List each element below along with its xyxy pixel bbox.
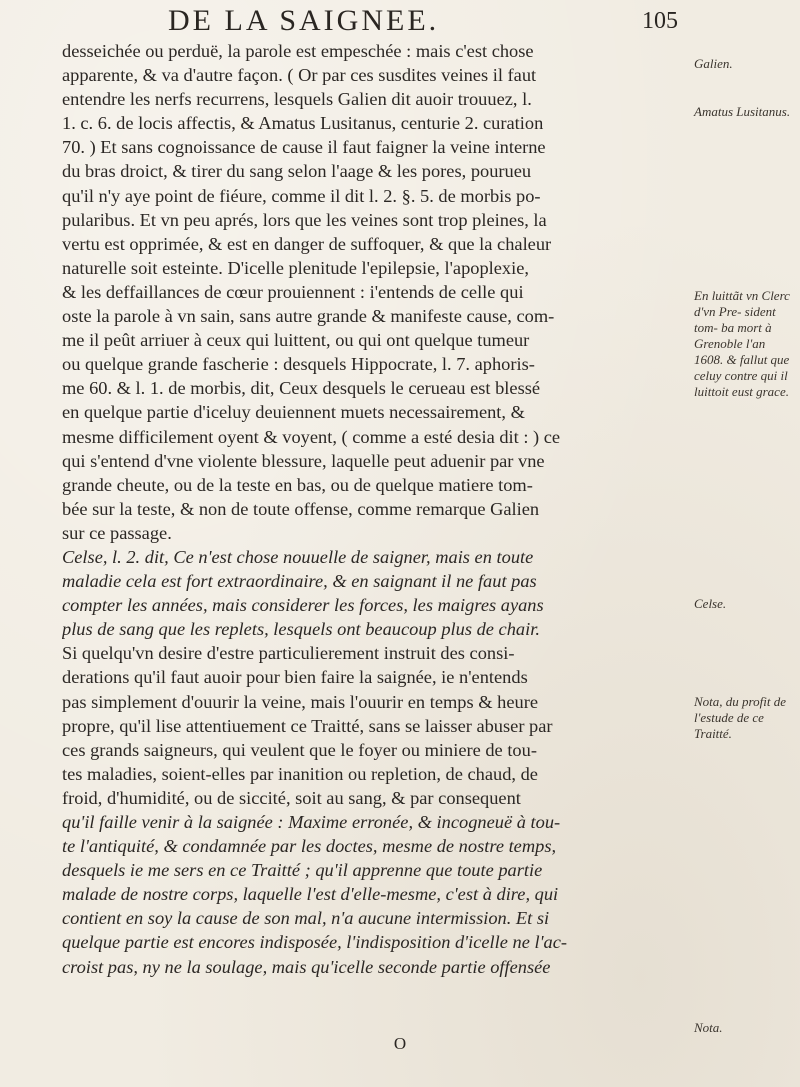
text-line: qu'il n'y aye point de fiéure, comme il dit l. 2. §. 5. de morbis po- xyxy=(62,185,541,206)
text-line: contient en soy la cause de son mal, n'a aucune intermission. Et si xyxy=(62,908,550,929)
margin-note-grenoble: En luittãt vn Clerc d'vn Pre- sident tom- ba mort à Grenoble l'an 1608. & fallut que celuy contre qui il luittoit eust grace. xyxy=(694,288,790,399)
text-line: sur ce passage. xyxy=(62,522,172,543)
text-line: Si quelqu'vn desire d'estre particulierement instruit des consi- xyxy=(62,643,515,664)
text-line: naturelle soit esteinte. D'icelle plenitude l'epilepsie, l'apoplexie, xyxy=(62,257,529,278)
text-line: pularibus. Et vn peu aprés, lors que les veines sont trop pleines, la xyxy=(62,209,547,230)
text-line: vertu est opprimée, & est en danger de suffoquer, & que la chaleur xyxy=(62,233,552,254)
text-line: me 60. & l. 1. de morbis, dit, Ceux desquels le cerueau est blessé xyxy=(62,378,541,399)
text-line: Celse, l. 2. dit, Ce n'est chose nouuelle de saigner, mais en toute xyxy=(62,546,534,567)
text-line: plus de sang que les replets, lesquels ont beaucoup plus de chair. xyxy=(62,619,540,640)
text-line: tes maladies, soient-elles par inanition ou repletion, de chaud, de xyxy=(62,763,538,784)
margin-note-celse: Celse. xyxy=(694,596,727,611)
text-line: ces grands saigneurs, qui veulent que le foyer ou miniere de tou- xyxy=(62,739,537,760)
body-text xyxy=(62,39,690,979)
text-line: en quelque partie d'iceluy deuiennent muets necessairement, & xyxy=(62,402,525,423)
margin-note-nota: Nota. xyxy=(694,1020,723,1035)
signature-mark: O xyxy=(393,1034,407,1053)
page-header xyxy=(138,4,678,40)
text-line: apparente, & va d'autre façon. ( Or par ces susdites veines il faut xyxy=(62,65,537,86)
text-line: oste la parole à vn sain, sans autre grande & manifeste cause, com- xyxy=(62,306,555,327)
text-line: qui s'entend d'vne violente blessure, laquelle peut aduenir par vne xyxy=(62,450,545,471)
text-line: te l'antiquité, & condamnée par les doctes, mesme de nostre temps, xyxy=(62,836,557,857)
text-line: qu'il faille venir à la saignée : Maxime erronée, & incogneuë à tou- xyxy=(62,812,561,832)
text-line: froid, d'humidité, ou de siccité, soit au sang, & par consequent xyxy=(62,787,521,808)
text-line: mesme difficilement oyent & voyent, ( comme a esté desia dit : ) ce xyxy=(62,426,561,447)
page-number: 105 xyxy=(642,8,678,34)
text-line: grande cheute, ou de la teste en bas, ou de quelque matiere tom- xyxy=(62,474,533,495)
text-line: pas simplement d'ouurir la veine, mais l'ouurir en temps & heure xyxy=(62,691,538,712)
running-title: DE LA SAIGNEE. xyxy=(168,4,440,37)
text-line: malade de nostre corps, laquelle l'est d'elle-mesme, c'est à dire, qui xyxy=(62,884,559,905)
margin-note-nota-traitte: Nota, du profit de l'estude de ce Traitté. xyxy=(694,694,786,741)
text-line: desquels ie me sers en ce Traitté ; qu'il apprenne que toute partie xyxy=(62,860,543,881)
text-line: propre, qu'il lise attentiuement ce Traitté, sans se laisser abuser par xyxy=(62,715,553,736)
text-line: ou quelque grande fascherie : desquels Hippocrate, l. 7. aphoris- xyxy=(62,354,535,375)
text-line: du bras droict, & tirer du sang selon l'aage & les pores, pourueu xyxy=(62,161,532,182)
text-line: & les deffaillances de cœur prouiennent : i'entends de celle qui xyxy=(62,281,524,302)
text-line: quelque partie est encores indisposée, l'indisposition d'icelle ne l'ac- xyxy=(62,932,568,953)
text-line: 1. c. 6. de locis affectis, & Amatus Lusitanus, centurie 2. curation xyxy=(62,113,544,134)
text-line: maladie cela est fort extraordinaire, & en saignant il ne faut pas xyxy=(62,571,537,592)
text-line: compter les années, mais considerer les forces, les maigres ayans xyxy=(62,595,544,616)
text-line: croist pas, ny ne la soulage, mais qu'icelle seconde partie offensée xyxy=(62,956,551,977)
text-line: 70. ) Et sans cognoissance de cause il faut faigner la veine interne xyxy=(62,137,546,158)
text-line: entendre les nerfs recurrens, lesquels Galien dit auoir trouuez, l. xyxy=(62,89,532,110)
text-line: bée sur la teste, & non de toute offense, comme remarque Galien xyxy=(62,498,540,519)
margin-note-galien: Galien. xyxy=(694,56,733,71)
text-line: derations qu'il faut auoir pour bien faire la saignée, ie n'entends xyxy=(62,667,528,688)
margin-note-amatus: Amatus Lusitanus. xyxy=(694,104,791,119)
text-line: me il peût arriuer à ceux qui luittent, ou qui ont quelque tumeur xyxy=(62,330,530,351)
text-line: desseichée ou perduë, la parole est empeschée : mais c'est chose xyxy=(62,41,534,61)
